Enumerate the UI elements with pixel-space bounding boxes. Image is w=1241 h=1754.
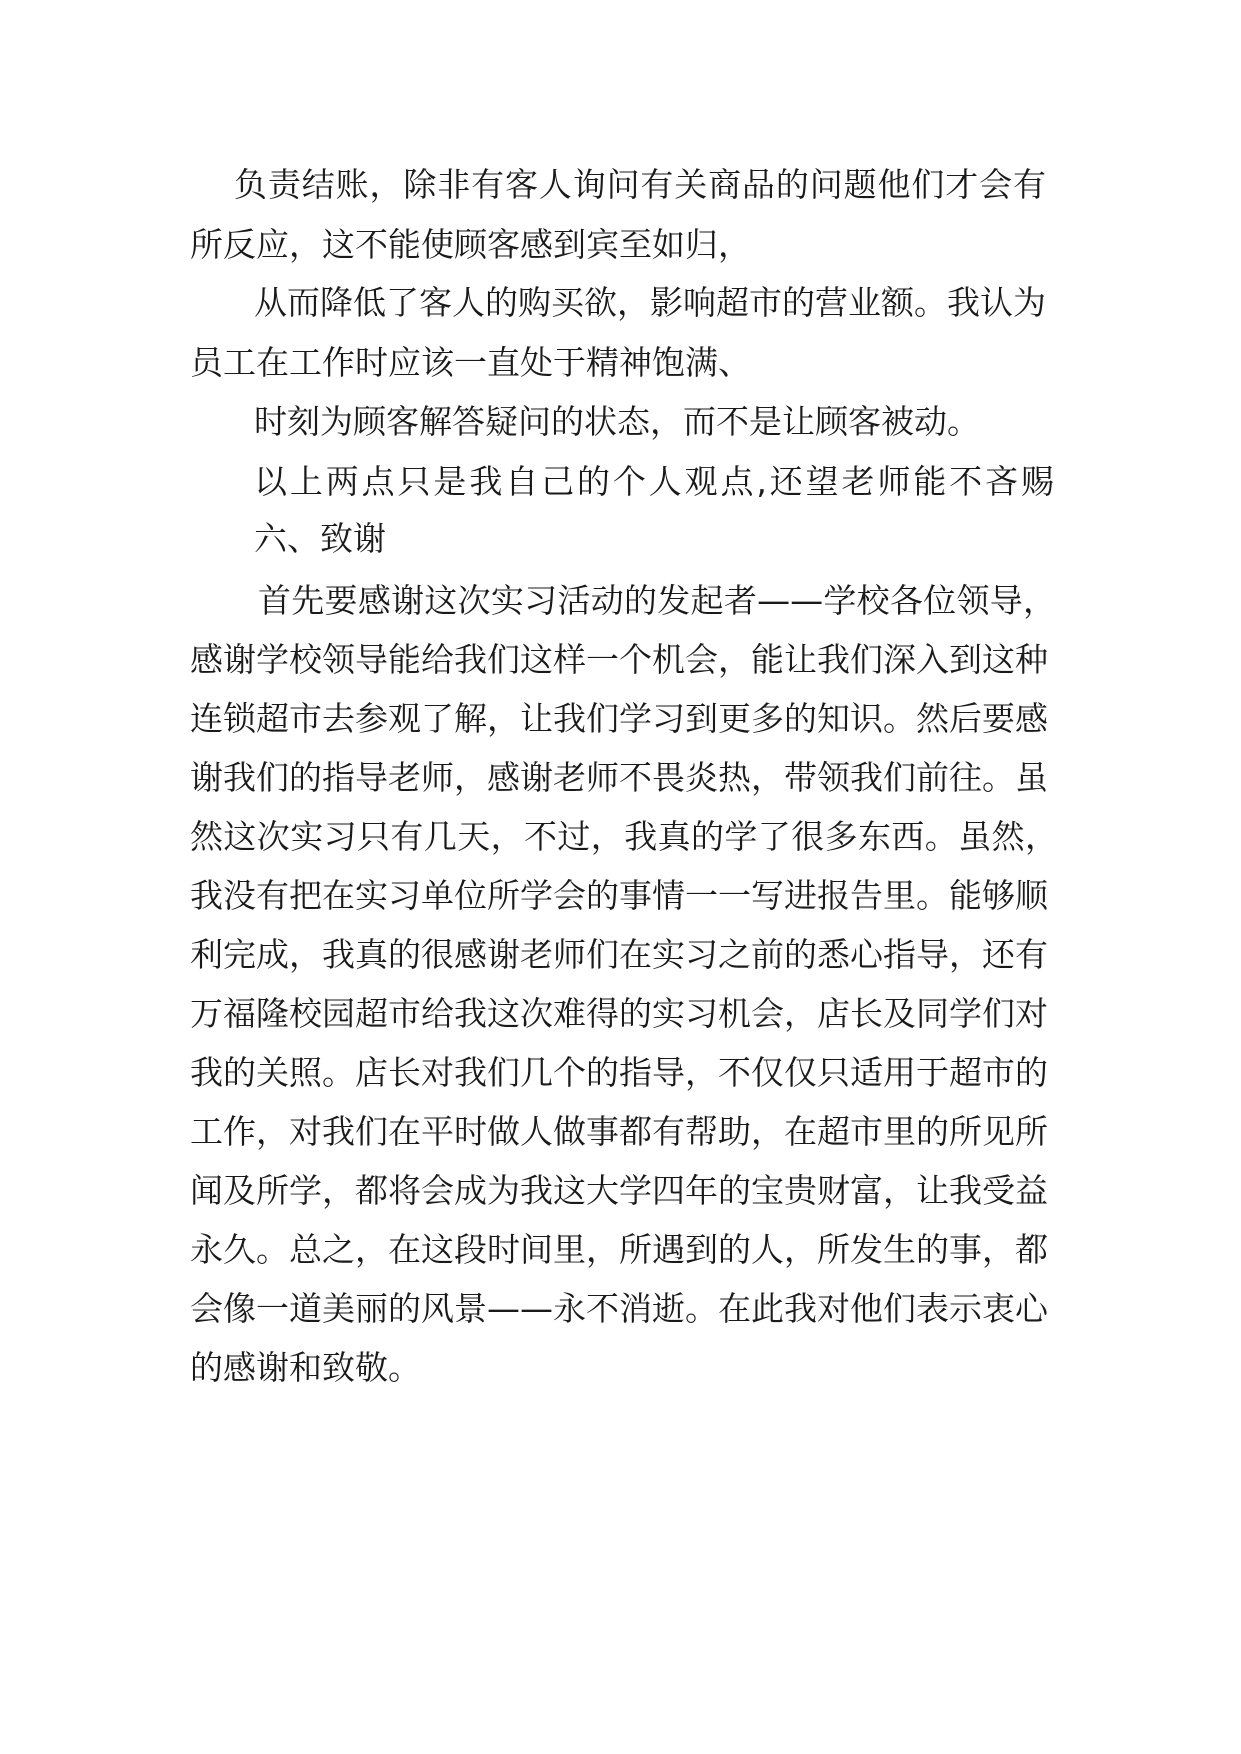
text-line: 从而降低了客人的购买欲，影响超市的营业额。我认为 xyxy=(254,283,1046,322)
text-line: 万福隆校园超市给我这次难得的实习机会，店长及同学们对 xyxy=(190,994,1048,1033)
text-line: 所反应，这不能使顾客感到宾至如归， xyxy=(190,225,751,264)
text-line: 连锁超市去参观了解，让我们学习到更多的知识。然后要感 xyxy=(190,699,1048,738)
text-line: 感谢学校领导能给我们这样一个机会，能让我们深入到这种 xyxy=(190,640,1048,679)
text-line: 我的关照。店长对我们几个的指导，不仅仅只适用于超市的 xyxy=(190,1053,1048,1092)
text-line: 利完成，我真的很感谢老师们在实习之前的悉心指导，还有 xyxy=(190,935,1048,974)
text-line: 然这次实习只有几天，不过，我真的学了很多东西。虽然， xyxy=(190,817,1058,856)
section-heading: 六、致谢 xyxy=(254,519,386,558)
text-line: 永久。总之，在这段时间里，所遇到的人，所发生的事，都 xyxy=(190,1230,1048,1269)
text-line: 闻及所学，都将会成为我这大学四年的宝贵财富，让我受益 xyxy=(190,1171,1048,1210)
text-line: 我没有把在实习单位所学会的事情一一写进报告里。能够顺 xyxy=(190,876,1048,915)
text-line: 负责结账，除非有客人询问有关商品的问题他们才会有 xyxy=(234,165,1046,204)
text-line: 首先要感谢这次实习活动的发起者——学校各位领导， xyxy=(258,581,1056,620)
text-line: 以上两点只是我自己的个人观点,还望老师能不吝赐 xyxy=(254,462,1054,501)
text-line: 会像一道美丽的风景——永不消逝。在此我对他们表示衷心 xyxy=(190,1289,1048,1328)
text-line: 时刻为顾客解答疑问的状态，而不是让顾客被动。 xyxy=(254,402,980,441)
text-line: 谢我们的指导老师，感谢老师不畏炎热，带领我们前往。虽 xyxy=(190,758,1048,797)
text-line: 工作，对我们在平时做人做事都有帮助，在超市里的所见所 xyxy=(190,1112,1048,1151)
text-line: 员工在工作时应该一直处于精神饱满、 xyxy=(190,343,751,382)
text-line: 的感谢和致敬。 xyxy=(190,1348,421,1387)
